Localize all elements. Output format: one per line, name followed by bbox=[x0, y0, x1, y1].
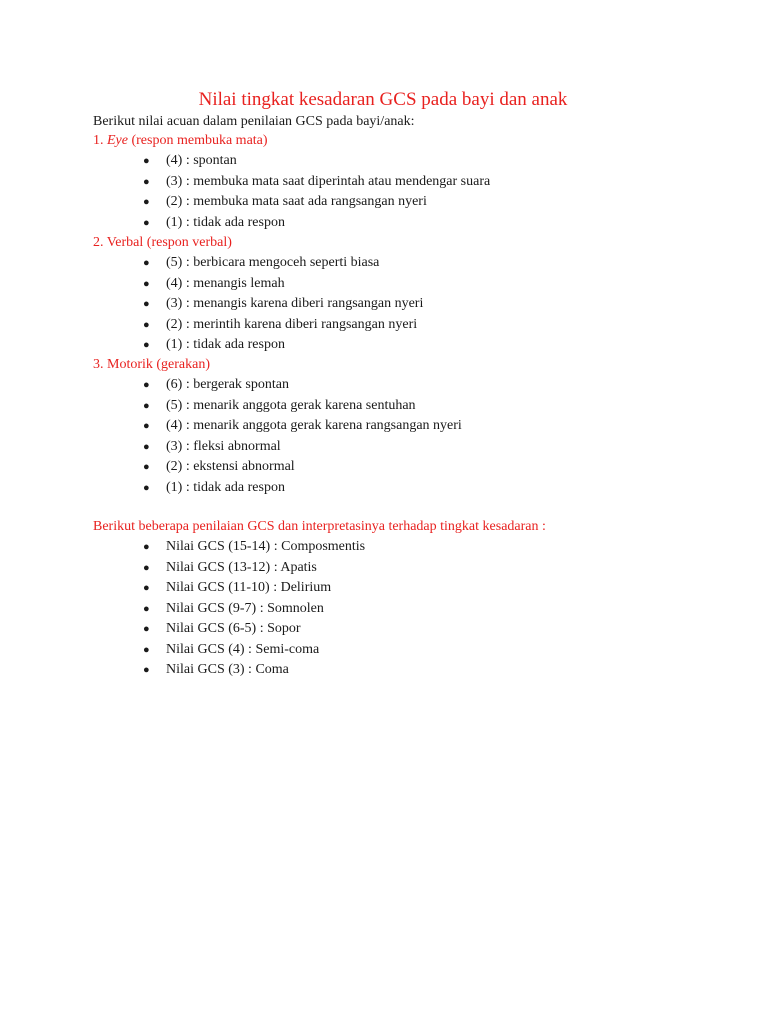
section-name: Eye bbox=[107, 133, 128, 148]
list-item-text: (5) : menarik anggota gerak karena sentuhan bbox=[166, 397, 416, 413]
list-item bbox=[0, 416, 700, 437]
interpretation-heading: Berikut beberapa penilaian GCS dan interpretasinya terhadap tingkat kesadaran : bbox=[93, 519, 546, 534]
bullet-icon: ● bbox=[143, 420, 150, 432]
section-number: 3. bbox=[93, 357, 104, 372]
section-desc: (respon verbal) bbox=[146, 235, 232, 250]
list-item bbox=[0, 274, 700, 295]
section-number: 1. bbox=[93, 133, 104, 148]
list-item bbox=[0, 396, 700, 417]
list-item-text: (4) : menangis lemah bbox=[166, 275, 285, 291]
section-name: Verbal bbox=[106, 235, 144, 250]
section-desc: (gerakan) bbox=[156, 357, 211, 372]
list-item-text: Nilai GCS (3) : Coma bbox=[166, 662, 289, 677]
list-item-text: (2) : merintih karena diberi rangsangan nyeri bbox=[166, 316, 418, 332]
list-item-text: Nilai GCS (9-7) : Somnolen bbox=[166, 600, 324, 616]
section-number: 2. bbox=[93, 235, 104, 250]
section-name: Motorik bbox=[107, 357, 153, 372]
list-item bbox=[0, 213, 700, 234]
list-item bbox=[0, 315, 700, 336]
list-item-text: (3) : membuka mata saat diperintah atau mendengar suara bbox=[166, 173, 491, 189]
bullet-icon: ● bbox=[143, 155, 150, 167]
list-item-text: (1) : tidak ada respon bbox=[166, 479, 285, 495]
list-item bbox=[0, 151, 700, 172]
bullet-icon: ● bbox=[143, 399, 150, 412]
bullet-icon: ● bbox=[143, 461, 150, 473]
list-item bbox=[0, 599, 700, 620]
verbal-score-list bbox=[0, 253, 700, 356]
bullet-icon: ● bbox=[143, 481, 150, 494]
list-item bbox=[0, 578, 700, 599]
bullet-icon: ● bbox=[143, 298, 150, 310]
list-item bbox=[0, 457, 700, 478]
list-item-text: (5) : berbicara mengoceh seperti biasa bbox=[166, 255, 380, 270]
bullet-icon: ● bbox=[143, 175, 150, 188]
list-item bbox=[0, 172, 700, 193]
motorik-score-list bbox=[0, 375, 700, 498]
list-item bbox=[0, 640, 700, 661]
list-item-text: Nilai GCS (6-5) : Sopor bbox=[166, 621, 301, 636]
eye-score-list bbox=[0, 151, 700, 233]
list-item-text: (6) : bergerak spontan bbox=[166, 377, 289, 392]
document-title: Nilai tingkat kesadaran GCS pada bayi dan anak bbox=[198, 89, 568, 110]
list-item-text: (2) : ekstensi abnormal bbox=[166, 459, 295, 474]
list-item bbox=[0, 537, 700, 558]
list-item bbox=[0, 375, 700, 396]
list-item-text: (4) : spontan bbox=[166, 153, 237, 168]
bullet-icon: ● bbox=[143, 216, 150, 229]
bullet-icon: ● bbox=[143, 541, 150, 553]
bullet-icon: ● bbox=[143, 277, 150, 290]
list-item-text: Nilai GCS (11-10) : Delirium bbox=[166, 580, 332, 595]
bullet-icon: ● bbox=[143, 339, 150, 351]
bullet-icon: ● bbox=[143, 623, 150, 635]
bullet-icon: ● bbox=[143, 318, 150, 331]
bullet-icon: ● bbox=[143, 257, 150, 269]
section-heading-eye bbox=[93, 131, 268, 151]
bullet-icon: ● bbox=[143, 582, 150, 594]
list-item bbox=[0, 253, 700, 274]
list-item bbox=[0, 660, 700, 681]
bullet-icon: ● bbox=[143, 643, 150, 656]
bullet-icon: ● bbox=[143, 664, 150, 676]
section-heading-verbal bbox=[93, 233, 232, 253]
bullet-icon: ● bbox=[143, 440, 150, 453]
section-desc: (respon membuka mata) bbox=[131, 133, 268, 148]
list-item-text: (4) : menarik anggota gerak karena rangsangan nyeri bbox=[166, 418, 462, 433]
list-item-text: Nilai GCS (4) : Semi-coma bbox=[166, 641, 320, 657]
list-item-text: (1) : tidak ada respon bbox=[166, 214, 285, 230]
list-item-text: (3) : menangis karena diberi rangsangan nyeri bbox=[166, 296, 424, 311]
list-item bbox=[0, 558, 700, 579]
list-item-text: Nilai GCS (13-12) : Apatis bbox=[166, 559, 317, 575]
bullet-icon: ● bbox=[143, 602, 150, 615]
list-item bbox=[0, 619, 700, 640]
interpretation-list bbox=[0, 537, 700, 681]
list-item bbox=[0, 335, 700, 356]
bullet-icon: ● bbox=[143, 561, 150, 574]
list-item-text: (3) : fleksi abnormal bbox=[166, 438, 281, 454]
list-item bbox=[0, 437, 700, 458]
section-heading-motorik bbox=[93, 355, 210, 375]
list-item-text: (1) : tidak ada respon bbox=[166, 337, 285, 352]
list-item-text: Nilai GCS (15-14) : Composmentis bbox=[166, 539, 366, 554]
list-item bbox=[0, 478, 700, 499]
list-item bbox=[0, 192, 700, 213]
list-item bbox=[0, 294, 700, 315]
bullet-icon: ● bbox=[143, 379, 150, 391]
intro-text: Berikut nilai acuan dalam penilaian GCS pada bayi/anak: bbox=[93, 114, 415, 129]
bullet-icon: ● bbox=[143, 196, 150, 208]
list-item-text: (2) : membuka mata saat ada rangsangan nyeri bbox=[166, 194, 427, 209]
